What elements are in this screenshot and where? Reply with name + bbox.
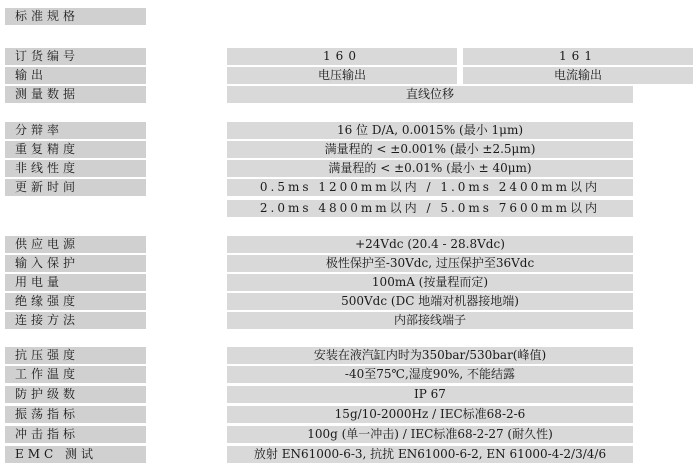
row-value: 0.5ms 1200mm以内 / 1.0ms 2400mm以内 <box>227 179 633 196</box>
spec-row-dielectric <box>0 293 700 310</box>
row-label: 工作温度 <box>5 366 146 383</box>
spec-row-temperature <box>0 366 700 383</box>
row-value: +24Vdc (20.4 - 28.8Vdc) <box>227 236 633 253</box>
spec-row-protection-class <box>0 386 700 403</box>
row-label: 输出 <box>5 67 146 84</box>
row-value: 直线位移 <box>227 86 633 103</box>
row-value: 极性保护至-30Vdc, 过压保护至36Vdc <box>227 255 633 272</box>
row-value: 16 位 D/A, 0.0015% (最小 1μm) <box>227 122 633 139</box>
row-value: 满量程的 < ±0.001% (最小 ±2.5μm) <box>227 141 633 158</box>
row-value: 满量程的 < ±0.01% (最小 ± 40μm) <box>227 160 633 177</box>
spec-row-shock <box>0 426 700 443</box>
row-value: IP 67 <box>227 386 633 403</box>
spec-row-pressure <box>0 347 700 364</box>
spec-row-vibration <box>0 406 700 423</box>
row-value: 内部接线端子 <box>227 312 633 329</box>
current-output-value: 电流输出 <box>463 67 693 84</box>
spec-row-output <box>0 67 700 84</box>
row-value: -40至75℃,湿度90%, 不能结露 <box>227 366 633 383</box>
spec-row-nonlinearity <box>0 160 700 177</box>
spec-row-input-protection <box>0 255 700 272</box>
row-value: 2.0ms 4800mm以内 / 5.0ms 7600mm以内 <box>227 200 633 217</box>
row-label: 绝缘强度 <box>5 293 146 310</box>
row-label: 用电量 <box>5 274 146 291</box>
row-value: 15g/10-2000Hz / IEC标准68-2-6 <box>227 406 633 423</box>
row-label: 抗压强度 <box>5 347 146 364</box>
row-label: 更新时间 <box>5 179 146 196</box>
model-160-value: 160 <box>227 48 457 65</box>
row-value: 500Vdc (DC 地端对机器接地端) <box>227 293 633 310</box>
row-label: 测量数据 <box>5 86 146 103</box>
row-label: 防护级数 <box>5 386 146 403</box>
row-label: 分辩率 <box>5 122 146 139</box>
row-label: EMC 测试 <box>5 446 146 463</box>
row-label: 供应电源 <box>5 236 146 253</box>
voltage-output-value: 电压输出 <box>227 67 457 84</box>
spec-row-resolution <box>0 122 700 139</box>
row-label: 连接方法 <box>5 312 146 329</box>
row-value: 100mA (按量程而定) <box>227 274 633 291</box>
row-label: 重复精度 <box>5 141 146 158</box>
spec-row-order-code <box>0 48 700 65</box>
row-value: 放射 EN61000-6-3, 抗扰 EN61000-6-2, EN 61000-4-2/3/4/6 <box>227 446 633 463</box>
row-label: 非线性度 <box>5 160 146 177</box>
spec-row-current-draw <box>0 274 700 291</box>
spec-row-connection <box>0 312 700 329</box>
spec-row-update-time-cont <box>0 200 700 217</box>
row-value: 安装在液汽缸内时为350bar/530bar(峰值) <box>227 347 633 364</box>
row-value: 100g (单一冲击) / IEC标准68-2-27 (耐久性) <box>227 426 633 443</box>
row-label: 输入保护 <box>5 255 146 272</box>
spec-row-update-time <box>0 179 700 196</box>
spec-row-power-supply <box>0 236 700 253</box>
row-label: 振荡指标 <box>5 406 146 423</box>
spec-row-emc <box>0 446 700 463</box>
model-161-value: 161 <box>463 48 693 65</box>
spec-title: 标准规格 <box>5 8 146 25</box>
row-label: 订货编号 <box>5 48 146 65</box>
spec-row-measured-data <box>0 86 700 103</box>
spec-row-repeatability <box>0 141 700 158</box>
row-label: 冲击指标 <box>5 426 146 443</box>
